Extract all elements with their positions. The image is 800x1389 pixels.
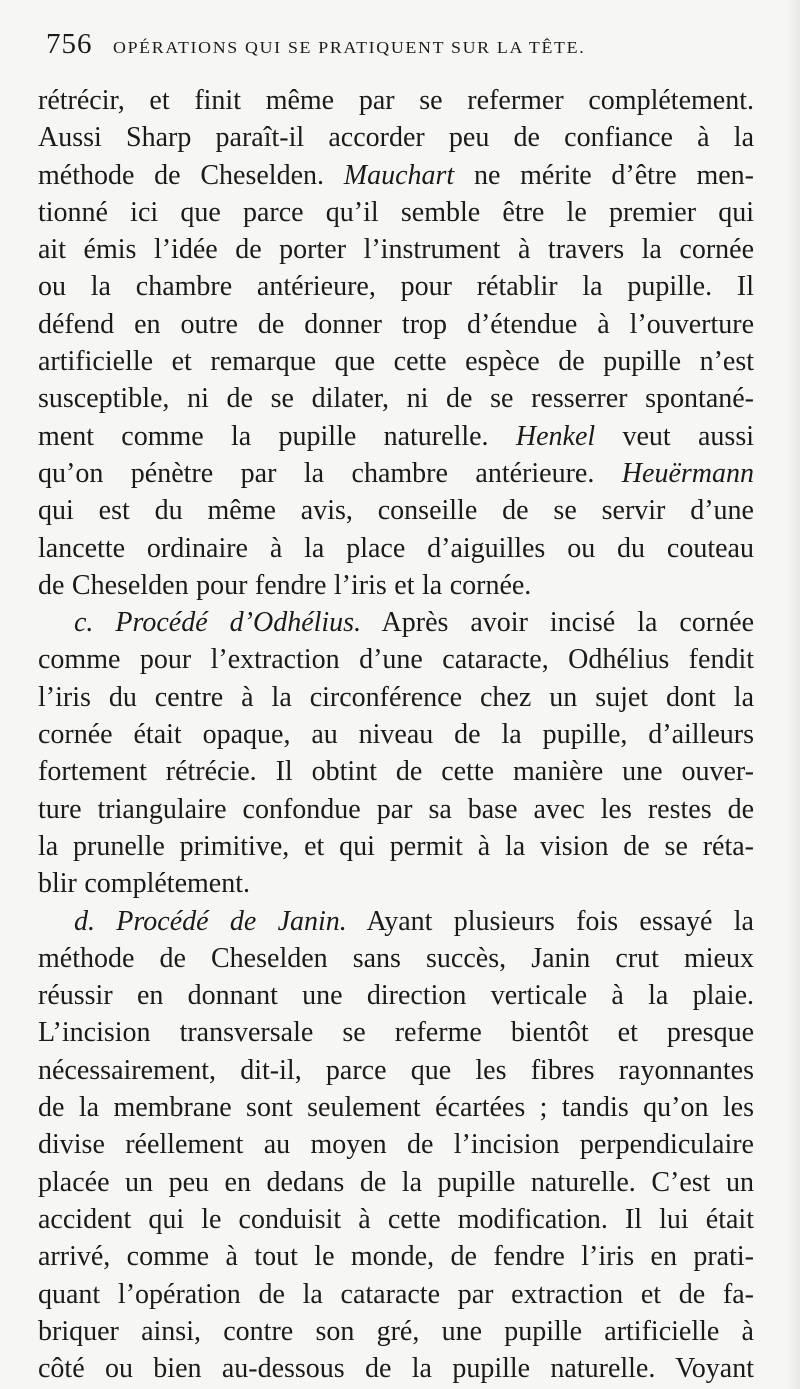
paragraph-d-line-3: réussir en donnant une direction verticale à la plaie. <box>38 980 754 1012</box>
paragraph-d-line-6: de la membrane sont seulement écartées ; tandis qu’on les <box>38 1092 754 1124</box>
paragraph-d-line-10: arrivé, comme à tout le monde, de fendre l’iris en prati- <box>38 1241 754 1273</box>
text-line-3 <box>38 157 754 194</box>
paragraph-d-line-5: nécessairement, dit-il, parce que les fibres rayonnantes <box>38 1054 754 1086</box>
text-line-3-start: méthode de Cheselden. <box>38 159 324 191</box>
paragraph-c-line-3: l’iris du centre à la circonférence chez un sujet dont la <box>38 681 754 713</box>
text-line-10-start: ment comme la pupille naturelle. <box>38 420 489 452</box>
paragraph-d-line-7: divise réellement au moyen de l’incision perpendiculaire <box>38 1129 754 1161</box>
paragraph-d-line-12: briquer ainsi, contre son gré, une pupille artificielle à <box>38 1315 754 1347</box>
text-line-13: lancette ordinaire à la place d’aiguilles ou du couteau <box>38 532 754 564</box>
paragraph-d-line-11: quant l’opération de la cataracte par extraction et de fa- <box>38 1278 754 1310</box>
text-line-2: Aussi Sharp paraît-il accorder peu de confiance à la <box>38 122 754 154</box>
body-text <box>38 82 754 1387</box>
text-line-11 <box>38 455 754 492</box>
paragraph-c-line-1-text: Après avoir incisé la cornée <box>361 607 754 639</box>
paragraph-c-line-8: blir complétement. <box>38 868 250 900</box>
paragraph-c-line-2: comme pour l’extraction d’une cataracte, Odhélius fendit <box>38 644 754 676</box>
paragraph-c-line-4: cornée était opaque, au niveau de la pupille, d’ailleurs <box>38 719 754 751</box>
text-line-3-end: ne mérite d’être men- <box>454 159 754 191</box>
paragraph-d-line-4: L’incision transversale se referme bientôt et presque <box>38 1017 754 1049</box>
paragraph-d-line-8: placée un peu en dedans de la pupille naturelle. C’est un <box>38 1166 754 1198</box>
paragraph-c-lead: c. Procédé d’Odhélius. <box>74 607 362 639</box>
page-header <box>46 28 756 68</box>
paragraph-d-line-2: méthode de Cheselden sans succès, Janin crut mieux <box>38 942 754 974</box>
text-line-5: ait émis l’idée de porter l’instrument à travers la cornée <box>38 234 754 266</box>
paragraph-c-line-1 <box>38 604 754 641</box>
text-line-4: tionné ici que parce qu’il semble être le premier qui <box>38 196 754 228</box>
paragraph-c-line-7: la prunelle primitive, et qui permit à la vision de se réta- <box>38 830 754 862</box>
paragraph-d-line-9: accident qui le conduisit à cette modification. Il lui était <box>38 1203 754 1235</box>
running-title: OPÉRATIONS QUI SE PRATIQUENT SUR LA TÊTE. <box>112 38 585 57</box>
paragraph-d-line-1 <box>38 903 754 940</box>
text-line-12: qui est du même avis, conseille de se servir d’une <box>38 495 754 527</box>
name-henkel: Henkel <box>515 420 596 452</box>
scan-edge-shadow <box>786 0 800 1389</box>
text-line-1: rétrécir, et finit même par se refermer complétement. <box>38 85 754 116</box>
paragraph-d-line-1-text: Ayant plusieurs fois essayé la <box>346 905 754 937</box>
paragraph-c-line-5: fortement rétrécie. Il obtint de cette manière une ouver- <box>38 756 754 788</box>
text-line-9: susceptible, ni de se dilater, ni de se resserrer spontané- <box>38 383 754 415</box>
text-line-14: de Cheselden pour fendre l’iris et la cornée. <box>38 569 532 601</box>
name-heuermann: Heuërmann <box>621 457 754 489</box>
paragraph-d-lead: d. Procédé de Janin. <box>74 905 347 937</box>
text-line-10 <box>38 418 754 455</box>
text-line-7: défend en outre de donner trop d’étendue à l’ouverture <box>38 308 754 340</box>
paragraph-c-line-6: ture triangulaire confondue par sa base avec les restes de <box>38 793 754 825</box>
text-line-6: ou la chambre antérieure, pour rétablir la pupille. Il <box>38 271 754 303</box>
page-number: 756 <box>46 28 93 60</box>
paragraph-d-line-13: côté ou bien au-dessous de la pupille naturelle. Voyant <box>38 1353 754 1385</box>
text-line-10-end: veut aussi <box>595 420 754 452</box>
text-line-8: artificielle et remarque que cette espèce de pupille n’est <box>38 346 754 378</box>
text-line-11-start: qu’on pénètre par la chambre antérieure. <box>38 457 595 489</box>
name-mauchart: Mauchart <box>343 159 455 191</box>
